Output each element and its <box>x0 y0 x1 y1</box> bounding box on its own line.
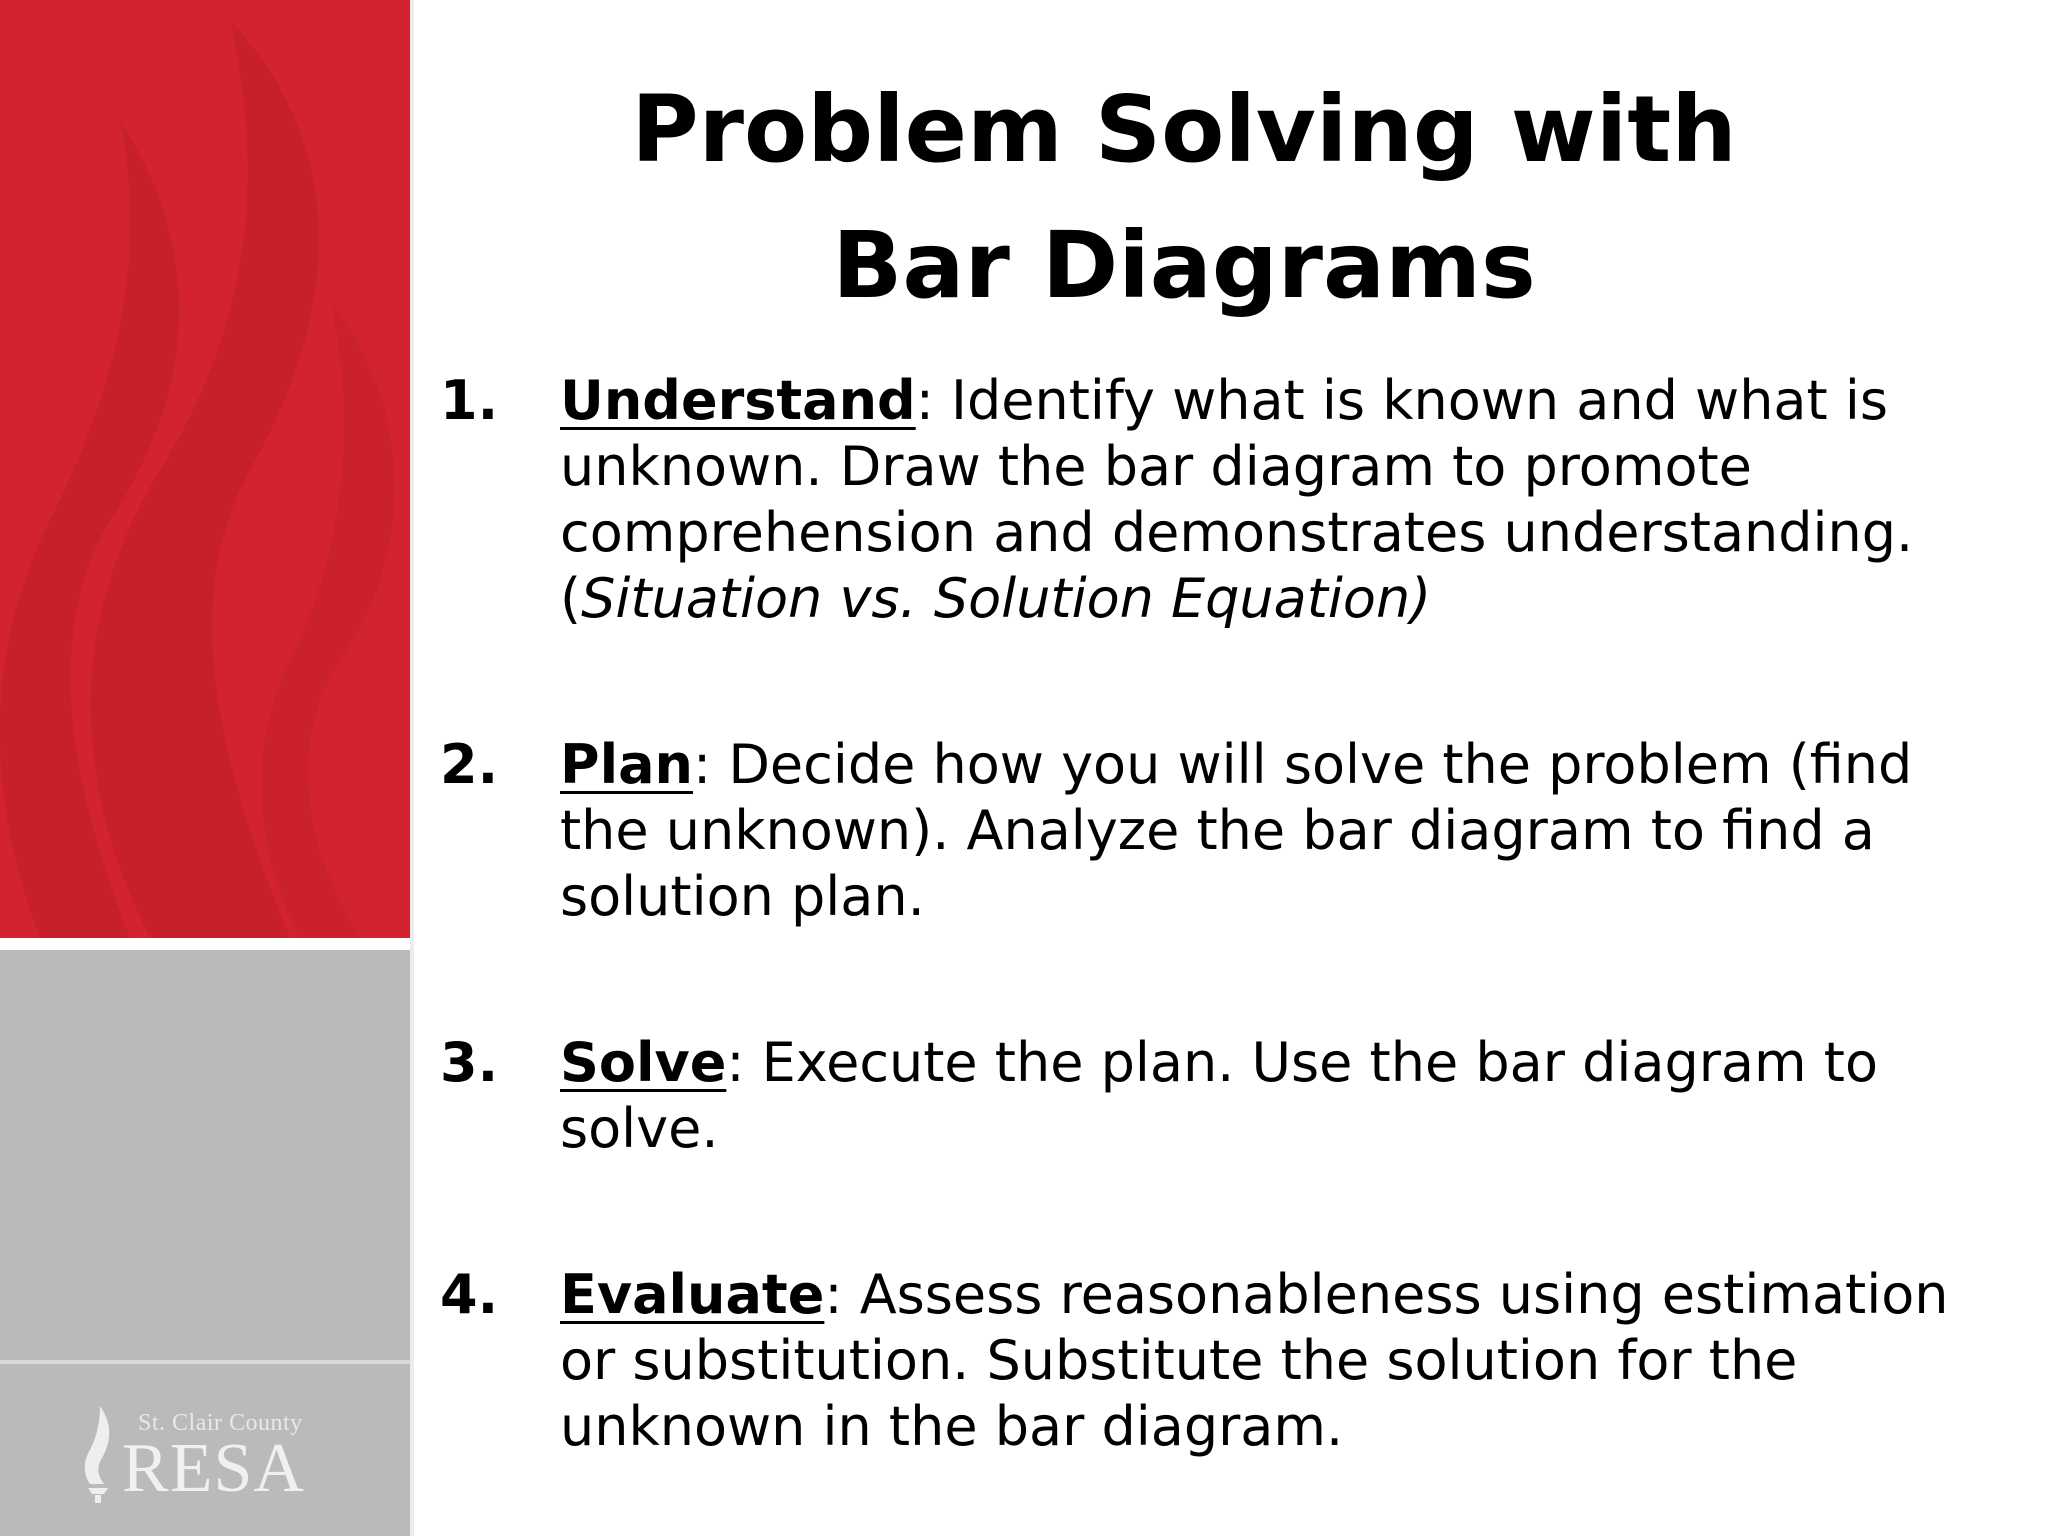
step-number: 4. <box>440 1263 499 1326</box>
step-italic-text: Situation vs. Solution Equation) <box>581 567 1432 630</box>
step-text: : Assess reasonableness using estimation or substitution. Substitute the solution for the unknown in the bar diagram. <box>560 1263 1949 1458</box>
logo-name-text: RESA <box>122 1430 305 1507</box>
step-solve <box>440 1030 2000 1162</box>
logo-county-text: St. Clair County <box>138 1410 303 1436</box>
step-number: 3. <box>440 1031 499 1094</box>
slide-title-line-2: Bar Diagrams <box>832 212 1536 319</box>
step-evaluate <box>440 1262 2000 1460</box>
slide-title <box>414 62 1954 334</box>
step-name: Solve <box>560 1031 727 1094</box>
step-understand <box>440 368 2000 632</box>
step-name: Understand <box>560 369 916 432</box>
step-name: Plan <box>560 733 693 796</box>
step-plan <box>440 732 2000 930</box>
torch-flame-icon <box>76 1404 120 1504</box>
resa-logo <box>76 1398 376 1508</box>
step-number: 1. <box>440 369 499 432</box>
step-text: : Execute the plan. Use the bar diagram to solve. <box>560 1031 1878 1160</box>
step-text: : Identify what is known and what is unknown. Draw the bar diagram to promote comprehension and demonstrates understanding. ( <box>560 369 1914 630</box>
slide-title-line-1: Problem Solving with <box>631 76 1737 183</box>
side-panel <box>0 0 414 1536</box>
steps-list <box>440 368 2000 1460</box>
step-text: : Decide how you will solve the problem (find the unknown). Analyze the bar diagram to find a solution plan. <box>560 733 1913 928</box>
step-number: 2. <box>440 733 499 796</box>
red-flame-panel <box>0 0 414 938</box>
gray-divider <box>0 1360 414 1364</box>
flame-watermark-icon <box>0 0 414 938</box>
step-name: Evaluate <box>560 1263 825 1326</box>
